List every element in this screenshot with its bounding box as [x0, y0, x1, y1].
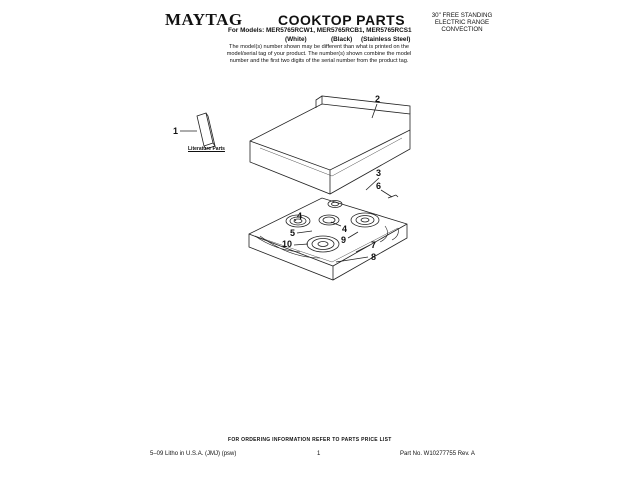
- litho-info: 5–09 Litho in U.S.A. (JMJ) (psw): [150, 451, 237, 457]
- range-type-line: 30" FREE STANDING: [431, 12, 493, 19]
- model-description: The model(s) number shown may be different than what is printed on the model/serial tag of your product. The number(s) shown combine the model number and the first two digits of the serial number from the product tag.: [226, 44, 412, 64]
- page-number: 1: [317, 451, 321, 457]
- leader-line: [381, 190, 392, 197]
- models-line: For Models: MER5765RCW1, MER5765RCB1, MER5765RCS1: [228, 27, 412, 34]
- callout-3: 3: [376, 168, 382, 178]
- callout-6: 6: [376, 181, 382, 191]
- range-type-line: CONVECTION: [441, 26, 483, 33]
- literature-parts-label: Literature Parts: [188, 146, 225, 152]
- ordering-note: FOR ORDERING INFORMATION REFER TO PARTS PRICE LIST: [228, 437, 392, 443]
- cooktop-top: [250, 96, 410, 194]
- part-number: Part No. W10277755 Rev. A: [400, 451, 475, 457]
- page-title: COOKTOP PARTS: [278, 12, 406, 28]
- callout-10: 10: [282, 239, 293, 249]
- callout-4b: 4: [342, 224, 348, 234]
- callout-9: 9: [341, 235, 347, 245]
- callout-1: 1: [173, 126, 179, 136]
- color-stainless: (Stainless Steel): [361, 36, 411, 43]
- callout-5: 5: [290, 228, 296, 238]
- color-white: (White): [285, 36, 307, 43]
- callout-7: 7: [371, 240, 377, 250]
- brand-logo: MAYTAG: [165, 10, 243, 29]
- literature-booklet: [197, 113, 215, 149]
- callout-2: 2: [375, 94, 381, 104]
- range-type-line: ELECTRIC RANGE: [434, 19, 490, 26]
- callout-8: 8: [371, 252, 377, 262]
- callout-4: 4: [297, 211, 303, 221]
- color-black: (Black): [331, 36, 353, 43]
